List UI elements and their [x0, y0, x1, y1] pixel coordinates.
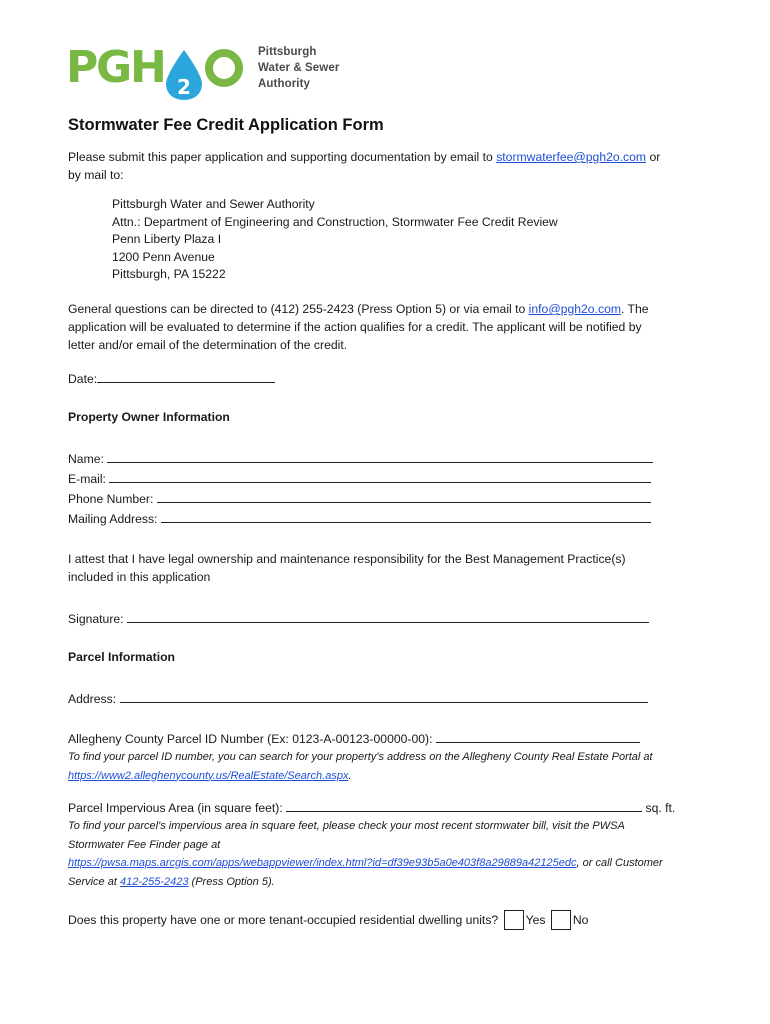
address-line: 1200 Penn Avenue — [112, 249, 215, 264]
phone-row — [68, 490, 651, 506]
signature-field[interactable] — [127, 610, 649, 623]
intro-line-2: by mail to: — [68, 168, 124, 182]
no-label: No — [572, 913, 589, 927]
attestation-paragraph — [68, 550, 708, 586]
impervious-area-field[interactable] — [286, 799, 642, 812]
mailing-address-row — [68, 510, 651, 526]
address-line: Attn.: Department of Engineering and Construction, Stormwater Fee Credit Review — [112, 214, 558, 229]
parcel-note-end: . — [348, 769, 352, 782]
impervious-unit: sq. ft. — [645, 801, 676, 815]
email-row — [68, 470, 651, 486]
date-field[interactable] — [97, 370, 275, 383]
parcel-id-note — [68, 748, 718, 785]
logo-sub-line: Authority — [258, 78, 311, 90]
impervious-note-line-4: Service at — [68, 875, 120, 888]
svg-text:H: H — [130, 44, 167, 93]
name-row — [68, 450, 653, 466]
impervious-area-label: Parcel Impervious Area (in square feet): — [68, 801, 283, 815]
email-field[interactable] — [109, 470, 651, 483]
parcel-note-text: To find your parcel ID number, you can search for your property's address on the Allegheny County Real Estate Portal at — [68, 751, 653, 763]
logo-subtitle — [258, 44, 339, 92]
intro-text-end: or — [646, 150, 661, 164]
parcel-id-row — [68, 730, 640, 746]
parcel-address-label: Address: — [68, 692, 117, 706]
svg-text:P: P — [66, 44, 99, 93]
pgh2o-logo — [66, 44, 356, 100]
impervious-note-line-2: Stormwater Fee Finder page at — [68, 838, 221, 851]
parcel-address-field[interactable] — [120, 690, 648, 703]
mailing-address-field[interactable] — [161, 510, 651, 523]
logo-sub-line: Pittsburgh — [258, 46, 317, 58]
tenant-question: Does this property have one or more tenant-occupied residential dwelling units? — [68, 913, 499, 927]
logo-sub-line: Water & Sewer — [258, 62, 340, 74]
email-label: E-mail: — [68, 472, 106, 486]
impervious-note-after-link: , or call Customer — [576, 857, 663, 869]
parcel-id-label: Allegheny County Parcel ID Number (Ex: 0123-A-00123-00000-00): — [68, 732, 433, 746]
questions-paragraph — [68, 300, 708, 354]
signature-row — [68, 610, 649, 626]
no-checkbox[interactable] — [551, 910, 571, 930]
info-email-link[interactable]: info@pgh2o.com — [528, 302, 621, 316]
svg-text:2: 2 — [177, 75, 191, 99]
questions-line-3: letter and/or email of the determination of the credit. — [68, 338, 348, 352]
mailing-address-block — [112, 196, 558, 284]
impervious-note-line-1: To find your parcel's impervious area in square feet, please check your most recent stormwater bill, visit the PWSA — [68, 820, 625, 832]
questions-text-end: . The — [621, 302, 649, 316]
real-estate-portal-link[interactable]: https://www2.alleghenycounty.us/RealEstate/Search.aspx — [68, 769, 349, 782]
intro-paragraph — [68, 148, 708, 184]
pgh2o-logo-mark — [66, 44, 246, 100]
yes-label: Yes — [525, 913, 546, 927]
yes-checkbox[interactable] — [504, 910, 524, 930]
address-line: Pittsburgh Water and Sewer Authority — [112, 197, 315, 211]
form-title: Stormwater Fee Credit Application Form — [68, 116, 384, 134]
fee-finder-link[interactable]: https://pwsa.maps.arcgis.com/apps/webappviewer/index.html?id=df39e93b5a0e403f8a29889a42125edc — [68, 857, 577, 869]
parcel-address-row — [68, 690, 648, 706]
phone-label: Phone Number: — [68, 492, 154, 506]
tenant-question-row — [68, 910, 588, 930]
attest-line-1: I attest that I have legal ownership and maintenance responsibility for the Best Management Practice(s) — [68, 552, 626, 566]
date-label: Date: — [68, 372, 98, 386]
owner-section-heading: Property Owner Information — [68, 410, 230, 424]
stormwater-email-link[interactable]: stormwaterfee@pgh2o.com — [496, 150, 647, 164]
impervious-note — [68, 817, 718, 891]
parcel-id-field[interactable] — [436, 730, 640, 743]
name-field[interactable] — [107, 450, 653, 463]
signature-label: Signature: — [68, 612, 124, 626]
parcel-section-heading: Parcel Information — [68, 650, 176, 664]
attest-line-2: included in this application — [68, 570, 211, 584]
impervious-note-line-4-end: (Press Option 5). — [188, 875, 275, 888]
phone-field[interactable] — [157, 490, 651, 503]
impervious-area-row — [68, 799, 675, 815]
address-line: Penn Liberty Plaza I — [112, 232, 222, 246]
intro-text: Please submit this paper application and supporting documentation by email to — [68, 150, 497, 164]
svg-text:G: G — [96, 44, 133, 93]
customer-service-phone-link[interactable]: 412-255-2423 — [119, 875, 189, 888]
questions-line-2: application will be evaluated to determine if the action qualifies for a credit. The applicant will be notified by — [68, 320, 642, 334]
address-line: Pittsburgh, PA 15222 — [112, 267, 226, 281]
questions-text: General questions can be directed to (412) 255-2423 (Press Option 5) or via email to — [68, 302, 529, 316]
date-row — [68, 370, 275, 386]
mailing-address-label: Mailing Address: — [68, 512, 158, 526]
name-label: Name: — [68, 452, 104, 466]
